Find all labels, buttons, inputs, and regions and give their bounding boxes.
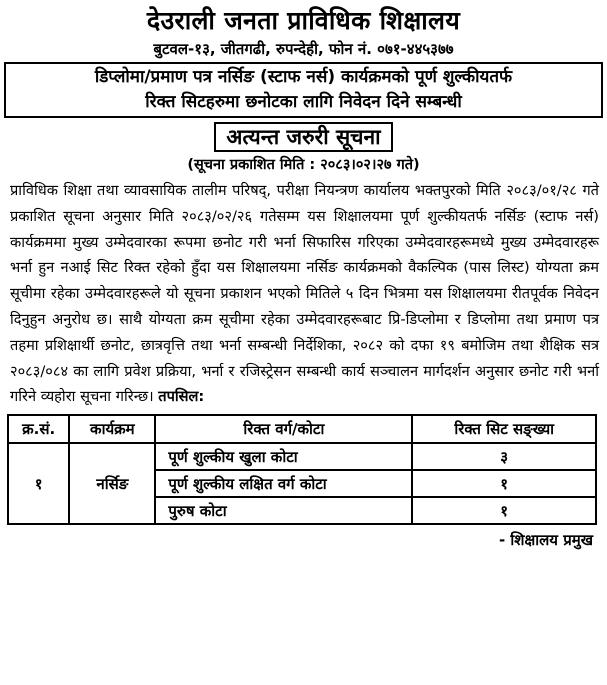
notice-title: अत्यन्त जरुरी सूचना xyxy=(214,122,392,152)
table-row xyxy=(8,443,596,470)
header-seat-count: रिक्त सिट सङ्ख्या xyxy=(412,415,596,443)
header-serial: क्र.सं. xyxy=(8,415,69,443)
signature: - शिक्षालय प्रमुख xyxy=(498,531,593,550)
seat-count-cell: १ xyxy=(412,470,596,497)
subject-line-1: डिप्लोमा/प्रमाण पत्र नर्सिङ (स्टाफ नर्स) कार्यक्रमको पूर्ण शुल्कीयतर्फ xyxy=(94,67,513,87)
category-cell: पुरुष कोटा xyxy=(155,497,412,524)
publish-date: (सूचना प्रकाशित मिति : २०८३।०२।२७ गते) xyxy=(187,157,420,173)
header-category: रिक्त वर्ग/कोटा xyxy=(155,415,412,443)
institution-title: देउराली जनता प्राविधिक शिक्षालय xyxy=(146,6,461,35)
category-cell: पूर्ण शुल्कीय खुला कोटा xyxy=(155,443,412,470)
institution-address: बुटवल-१३, जीतगढी, रुपन्देही, फोन नं. ०७१-४४५३७७ xyxy=(153,40,454,58)
vacancy-table xyxy=(7,414,597,525)
table-header-row xyxy=(8,415,596,443)
subject-box xyxy=(4,62,603,118)
details-label: तपसिल: xyxy=(158,388,205,406)
seat-count-cell: ३ xyxy=(412,443,596,470)
program-cell: नर्सिङ xyxy=(69,443,155,524)
notice-body xyxy=(10,178,599,410)
serial-cell: १ xyxy=(8,443,69,524)
seat-count-cell: १ xyxy=(412,497,596,524)
notice-title-wrap xyxy=(0,122,607,152)
subject-line-2: रिक्त सिटहरुमा छनोटका लागि निवेदन दिने सम्बन्धी xyxy=(145,92,462,112)
notice-paragraph: प्राविधिक शिक्षा तथा व्यावसायिक तालीम परिषद्, परीक्षा नियन्त्रण कार्यालय भक्तपुरको मिति २०८३/०१/२८ गते प्रकाशित सूचना अनुसार मिति २०८३/०२/२६ गतेसम्म यस शिक्षालयमा पूर्ण शुल्कीयतर्फ नर्सिङ (स्टाफ नर्स) कार्यक्रममा मुख्य उम्मेदवारका रूपमा छनोट गरी भर्ना सिफारिस गरिएका उम्मेदवारहरूमध्ये मुख्य उम्मेदवारहरू भर्ना हुन नआई सिट रिक्त रहेको हुँदा यस शिक्षालयमा नर्सिङ कार्यक्रमको वैकल्पिक (पास लिस्ट) योग्यता क्रम सूचीमा रहेका उम्मेदवारहरूले यो सूचना प्रकाशन भएको मितिले ५ दिन भित्रमा यस शिक्षालयमा रीतपूर्वक निवेदन दिनुहुन अनुरोध छ। साथै योग्यता क्रम सूचीमा रहेका उम्मेदवारहरूबाट प्रि-डिप्लोमा र डिप्लोमा तथा प्रमाण पत्र तहमा प्रशिक्षार्थी छनोट, छात्रवृत्ति तथा भर्ना सम्बन्धी निर्देशिका, २०८२ को दफा १९ बमोजिम तथा शैक्षिक सत्र २०८३/०८४ का लागि प्रवेश प्रक्रिया, भर्ना र रजिस्ट्रेसन सम्बन्धी कार्य सञ्चालन मार्गदर्शन अनुसार छनोट गरी भर्ना गरिने व्यहोरा सूचना गरिन्छ। xyxy=(10,182,599,406)
header-program: कार्यक्रम xyxy=(69,415,155,443)
category-cell: पूर्ण शुल्कीय लक्षित वर्ग कोटा xyxy=(155,470,412,497)
